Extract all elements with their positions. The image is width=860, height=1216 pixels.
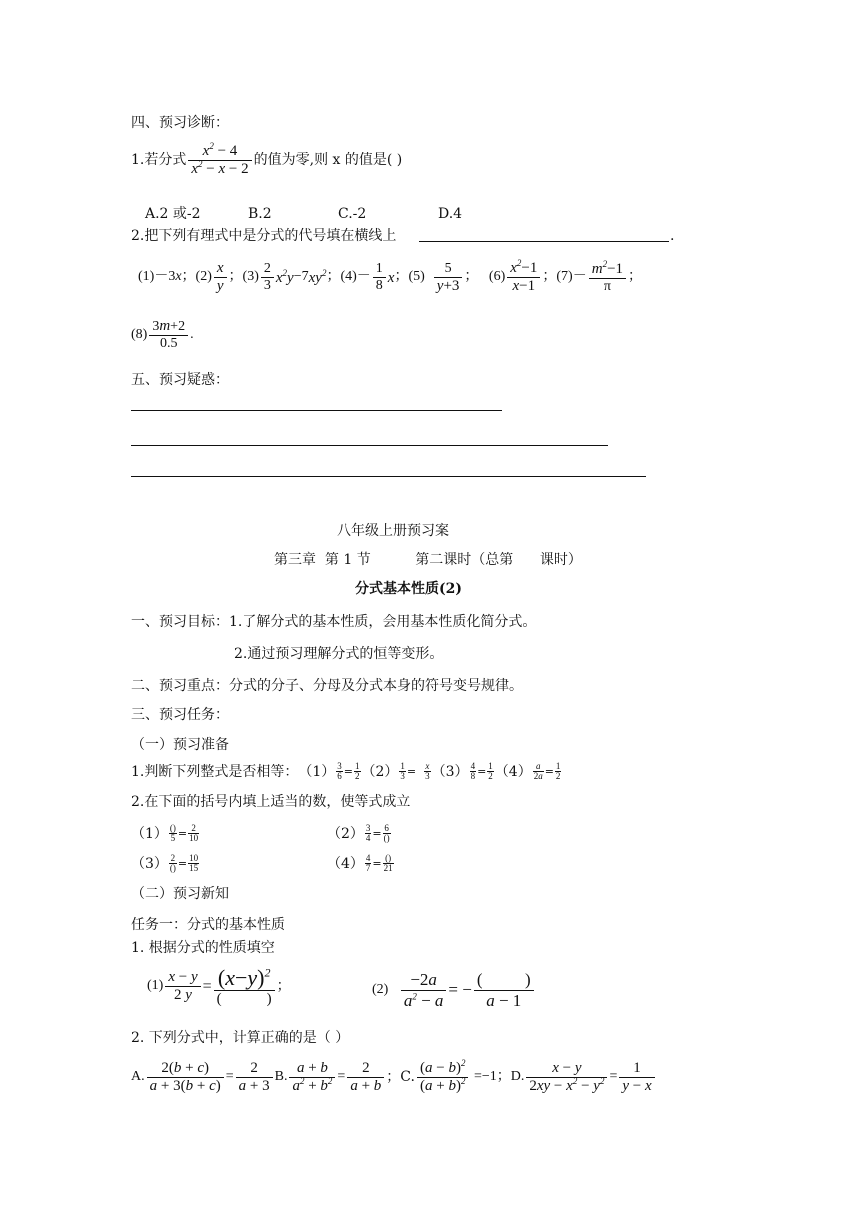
prep-q2-item-3: （3） $\frac{2}{()}$ = $\frac{10}{15}$ bbox=[131, 853, 199, 874]
task-title: 三、预习任务： bbox=[131, 707, 229, 723]
q2-expressions: (1)－3x；(2) $\frac{x}{y}$ ；(3) $\frac{2}{3}$ $x^2y$ −7 $xy^2$ ；(4)－ $\frac{1}{8}$ x ；(5) $\frac{5}{y+3}$ ； (6) $\frac{x^2-1}{x-1}$ ；(7)－ $\frac{m^2-1}{\pi}$ ； bbox=[138, 258, 643, 295]
fill-item-2: (2) $\frac{-2a}{a^2 - a}$ = − $\frac{( )}{a - 1}$ bbox=[372, 970, 536, 1010]
fill-title: 1. 根据分式的性质填空 bbox=[131, 940, 275, 956]
lesson-header: 八年级上册预习案 bbox=[337, 523, 449, 539]
q1-suffix: 的值为零,则 x 的值是( ) bbox=[253, 152, 403, 169]
choice-title: 2. 下列分式中，计算正确的是（ ） bbox=[131, 1030, 350, 1046]
question-2: 2.把下列有理式中是分式的代号填在横线上 bbox=[131, 228, 397, 244]
goal-2: 2.通过预习理解分式的恒等变形。 bbox=[234, 646, 444, 662]
goal-1: 一、预习目标：1.了解分式的基本性质，会用基本性质化简分式。 bbox=[131, 614, 537, 630]
choice-options: A. $\frac{2(b + c)}{a + 3(b + c)}$ = $\frac{2}{a + 3}$ B. $\frac{a + b}{a^2 + b^2}$ = $\frac{2}{a + b}$ ；C. $\frac{(a - b)^2}{(a + b)^2}$ =−1；D. $\frac{x - y}{2xy - x^2 - y^2}$ = $\frac{1}{y - x}$ bbox=[131, 1060, 657, 1096]
q2-answer-line[interactable] bbox=[419, 241, 669, 242]
prep-q2-item-2: （2） $\frac{3}{4}$ = $\frac{6}{()}$ bbox=[327, 823, 390, 844]
doubt-line-3[interactable] bbox=[131, 476, 646, 477]
q1-option-b: B.2 bbox=[248, 206, 272, 222]
q1-fraction: $\frac{x^2 - 4}{x^2 - x - 2}$ bbox=[188, 143, 251, 179]
q2-expression-8: (8) $\frac{3m+2}{0.5}$ . bbox=[131, 318, 194, 352]
doubt-line-1[interactable] bbox=[131, 410, 502, 411]
lesson-subheader: 第三章 第 1 节 第二课时（总第 课时） bbox=[274, 552, 582, 568]
doubt-line-2[interactable] bbox=[131, 445, 608, 446]
fill-item-1: (1) $\frac{x - y}{2 y}$ = $\frac{(x-y)^2}{( )}$ ； bbox=[147, 965, 291, 1008]
prep-q2: 2.在下面的括号内填上适当的数，使等式成立 bbox=[131, 794, 411, 810]
q2-period: . bbox=[670, 228, 675, 244]
prep-title: （一）预习准备 bbox=[131, 737, 229, 753]
question-1 bbox=[131, 143, 402, 179]
prep-q1: 1.判断下列整式是否相等： （1） $\frac{3}{6}$ = $\frac{1}{2}$ （2） $\frac{1}{3}$ = $\frac{x}{3}$ （3） $\frac{4}{8}$ = $\frac{1}{2}$ （4） $\frac{a}{2a}$ = $\frac{1}{2}$ bbox=[131, 761, 561, 782]
q1-option-a: A.2 或-2 bbox=[145, 206, 201, 222]
focus: 二、预习重点：分式的分子、分母及分式本身的符号变号规律。 bbox=[131, 678, 523, 694]
task-1: 任务一：分式的基本性质 bbox=[131, 917, 285, 933]
prep-q2-item-1: （1） $\frac{()}{5}$ = $\frac{2}{10}$ bbox=[131, 823, 199, 844]
lesson-title: 分式基本性质(2) bbox=[355, 581, 462, 597]
section-4-title: 四、预习诊断： bbox=[131, 115, 229, 131]
q1-option-c: C.-2 bbox=[338, 206, 367, 222]
prep-q2-item-4: （4） $\frac{4}{7}$ = $\frac{()}{21}$ bbox=[327, 853, 393, 874]
q1-prefix: 1.若分式 bbox=[131, 152, 187, 169]
new-title: （二）预习新知 bbox=[131, 886, 229, 902]
section-5-title: 五、预习疑惑： bbox=[131, 372, 229, 388]
q1-option-d: D.4 bbox=[438, 206, 463, 222]
